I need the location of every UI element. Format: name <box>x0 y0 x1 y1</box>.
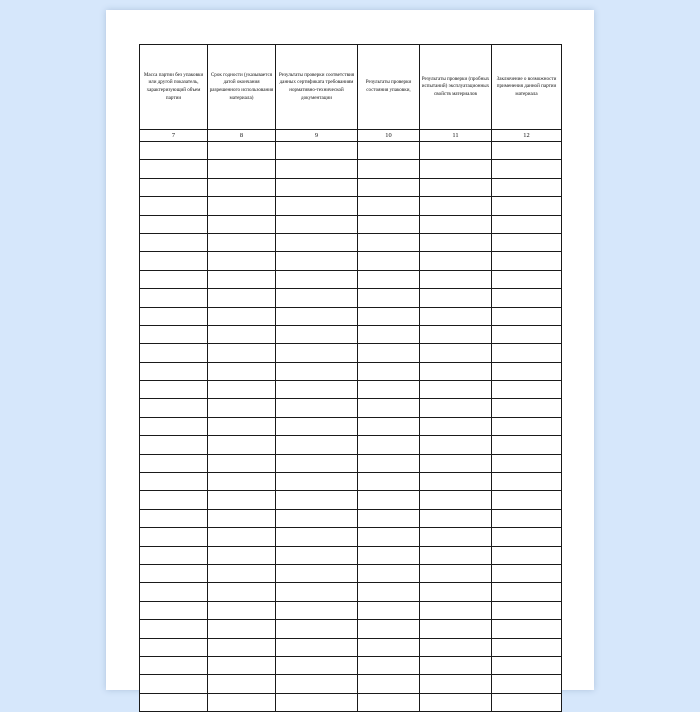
table-cell[interactable] <box>208 142 276 160</box>
table-cell[interactable] <box>140 509 208 527</box>
table-row[interactable] <box>140 270 562 288</box>
table-cell[interactable] <box>492 142 562 160</box>
table-cell[interactable] <box>140 491 208 509</box>
table-cell[interactable] <box>492 344 562 362</box>
document-page <box>106 10 594 690</box>
table-cell[interactable] <box>140 362 208 380</box>
column-number-8: 8 <box>208 130 276 142</box>
table-cell[interactable] <box>492 564 562 582</box>
table-cell[interactable] <box>420 344 492 362</box>
table-row[interactable] <box>140 656 562 674</box>
table-cell[interactable] <box>492 436 562 454</box>
table-row[interactable] <box>140 215 562 233</box>
table-row[interactable] <box>140 564 562 582</box>
table-cell[interactable] <box>208 252 276 270</box>
table-cell[interactable] <box>358 289 420 307</box>
table-cell[interactable] <box>208 417 276 435</box>
table-row[interactable] <box>140 693 562 711</box>
table-cell[interactable] <box>420 362 492 380</box>
table-cell[interactable] <box>208 362 276 380</box>
table-row[interactable] <box>140 160 562 178</box>
table-cell[interactable] <box>208 675 276 693</box>
table-cell[interactable] <box>276 142 358 160</box>
table-cell[interactable] <box>276 601 358 619</box>
table-row[interactable] <box>140 620 562 638</box>
table-cell[interactable] <box>140 215 208 233</box>
table-cell[interactable] <box>420 620 492 638</box>
table-cell[interactable] <box>492 473 562 491</box>
table-cell[interactable] <box>140 178 208 196</box>
table-cell[interactable] <box>420 436 492 454</box>
table-row[interactable] <box>140 252 562 270</box>
table-cell[interactable] <box>492 491 562 509</box>
table-cell[interactable] <box>140 546 208 564</box>
table-cell[interactable] <box>358 601 420 619</box>
table-cell[interactable] <box>140 638 208 656</box>
table-row[interactable] <box>140 233 562 251</box>
table-cell[interactable] <box>358 583 420 601</box>
table-cell[interactable] <box>208 436 276 454</box>
table-cell[interactable] <box>358 160 420 178</box>
table-cell[interactable] <box>208 289 276 307</box>
table-cell[interactable] <box>140 656 208 674</box>
table-cell[interactable] <box>140 473 208 491</box>
table-cell[interactable] <box>420 381 492 399</box>
table-row[interactable] <box>140 399 562 417</box>
table-cell[interactable] <box>140 252 208 270</box>
table-row[interactable] <box>140 473 562 491</box>
table-cell[interactable] <box>276 325 358 343</box>
table-cell[interactable] <box>276 693 358 711</box>
table-cell[interactable] <box>208 564 276 582</box>
table-cell[interactable] <box>358 491 420 509</box>
table-row[interactable] <box>140 142 562 160</box>
table-cell[interactable] <box>208 693 276 711</box>
table-cell[interactable] <box>140 307 208 325</box>
table-cell[interactable] <box>420 307 492 325</box>
table-cell[interactable] <box>358 454 420 472</box>
table-cell[interactable] <box>140 693 208 711</box>
table-cell[interactable] <box>276 307 358 325</box>
table-cell[interactable] <box>492 656 562 674</box>
table-cell[interactable] <box>208 399 276 417</box>
column-header-packaging-check: Результаты проверки состояния упаковки, <box>358 45 420 130</box>
column-header-conclusion: Заключение о возможности применения данной партии материала <box>492 45 562 130</box>
column-header-certificate-check: Результаты проверки соответствия данных сертификата требованиям нормативно-технической документации <box>276 45 358 130</box>
table-cell[interactable] <box>208 491 276 509</box>
table-cell[interactable] <box>140 160 208 178</box>
table-cell[interactable] <box>358 620 420 638</box>
table-cell[interactable] <box>492 509 562 527</box>
table-cell[interactable] <box>492 289 562 307</box>
table-cell[interactable] <box>140 142 208 160</box>
table-cell[interactable] <box>208 601 276 619</box>
column-number-7: 7 <box>140 130 208 142</box>
table-row[interactable] <box>140 454 562 472</box>
table-cell[interactable] <box>140 270 208 288</box>
table-row[interactable] <box>140 197 562 215</box>
table-cell[interactable] <box>492 325 562 343</box>
table-cell[interactable] <box>358 381 420 399</box>
table-cell[interactable] <box>358 215 420 233</box>
table-cell[interactable] <box>420 399 492 417</box>
table-cell[interactable] <box>276 381 358 399</box>
column-header-shelf-life: Срок годности (указывается датой окончания разрешенного использования материала) <box>208 45 276 130</box>
table-cell[interactable] <box>208 381 276 399</box>
table-cell[interactable] <box>208 583 276 601</box>
table-cell[interactable] <box>276 638 358 656</box>
table-cell[interactable] <box>358 399 420 417</box>
table-cell[interactable] <box>140 620 208 638</box>
table-row[interactable] <box>140 344 562 362</box>
table-cell[interactable] <box>420 601 492 619</box>
table-cell[interactable] <box>492 178 562 196</box>
table-cell[interactable] <box>420 197 492 215</box>
table-cell[interactable] <box>420 142 492 160</box>
table-cell[interactable] <box>420 252 492 270</box>
table-cell[interactable] <box>420 233 492 251</box>
table-cell[interactable] <box>358 528 420 546</box>
table-cell[interactable] <box>420 160 492 178</box>
table-cell[interactable] <box>140 601 208 619</box>
table-cell[interactable] <box>492 307 562 325</box>
table-cell[interactable] <box>208 454 276 472</box>
table-cell[interactable] <box>420 564 492 582</box>
table-header <box>140 45 562 142</box>
table-cell[interactable] <box>208 638 276 656</box>
table-cell[interactable] <box>492 528 562 546</box>
table-row[interactable] <box>140 583 562 601</box>
table-cell[interactable] <box>208 197 276 215</box>
table-cell[interactable] <box>208 528 276 546</box>
table-cell[interactable] <box>358 270 420 288</box>
table-cell[interactable] <box>492 675 562 693</box>
table-cell[interactable] <box>208 656 276 674</box>
table-cell[interactable] <box>276 509 358 527</box>
table-cell[interactable] <box>420 215 492 233</box>
table-cell[interactable] <box>276 344 358 362</box>
table-cell[interactable] <box>140 381 208 399</box>
table-row[interactable] <box>140 178 562 196</box>
table-cell[interactable] <box>276 656 358 674</box>
table-cell[interactable] <box>420 270 492 288</box>
table-cell[interactable] <box>358 142 420 160</box>
table-cell[interactable] <box>420 491 492 509</box>
table-cell[interactable] <box>140 417 208 435</box>
table-cell[interactable] <box>140 399 208 417</box>
table-cell[interactable] <box>358 436 420 454</box>
table-cell[interactable] <box>358 344 420 362</box>
table-cell[interactable] <box>208 325 276 343</box>
table-cell[interactable] <box>358 252 420 270</box>
table-cell[interactable] <box>358 675 420 693</box>
table-cell[interactable] <box>358 656 420 674</box>
header-row <box>140 45 562 130</box>
table-row[interactable] <box>140 381 562 399</box>
table-cell[interactable] <box>420 638 492 656</box>
table-cell[interactable] <box>358 693 420 711</box>
table-row[interactable] <box>140 436 562 454</box>
table-cell[interactable] <box>492 362 562 380</box>
table-cell[interactable] <box>492 583 562 601</box>
table-cell[interactable] <box>358 417 420 435</box>
table-cell[interactable] <box>420 546 492 564</box>
table-cell[interactable] <box>140 528 208 546</box>
table-cell[interactable] <box>358 638 420 656</box>
table-cell[interactable] <box>140 344 208 362</box>
column-header-mass: Масса партии без упаковки или другой показатель, характеризующий объем партии <box>140 45 208 130</box>
inspection-log-table <box>139 44 562 712</box>
table-cell[interactable] <box>420 454 492 472</box>
table-cell[interactable] <box>140 675 208 693</box>
table-cell[interactable] <box>276 215 358 233</box>
table-cell[interactable] <box>140 583 208 601</box>
table-row[interactable] <box>140 638 562 656</box>
table-cell[interactable] <box>276 417 358 435</box>
table-cell[interactable] <box>276 583 358 601</box>
table-cell[interactable] <box>276 491 358 509</box>
table-cell[interactable] <box>492 381 562 399</box>
table-cell[interactable] <box>492 454 562 472</box>
table-cell[interactable] <box>420 509 492 527</box>
table-cell[interactable] <box>358 362 420 380</box>
table-cell[interactable] <box>208 215 276 233</box>
table-cell[interactable] <box>358 307 420 325</box>
table-cell[interactable] <box>208 473 276 491</box>
table-cell[interactable] <box>276 528 358 546</box>
table-cell[interactable] <box>492 546 562 564</box>
table-cell[interactable] <box>140 436 208 454</box>
table-cell[interactable] <box>276 546 358 564</box>
table-cell[interactable] <box>276 620 358 638</box>
table-cell[interactable] <box>420 583 492 601</box>
table-cell[interactable] <box>208 620 276 638</box>
table-cell[interactable] <box>208 270 276 288</box>
table-cell[interactable] <box>358 325 420 343</box>
table-cell[interactable] <box>492 252 562 270</box>
table-cell[interactable] <box>276 289 358 307</box>
table-cell[interactable] <box>208 344 276 362</box>
table-cell[interactable] <box>420 289 492 307</box>
table-cell[interactable] <box>276 160 358 178</box>
column-header-performance-tests: Результаты проверки (пробных испытаний) эксплуатационных свойств материалов <box>420 45 492 130</box>
table-row[interactable] <box>140 325 562 343</box>
table-cell[interactable] <box>420 656 492 674</box>
column-number-12: 12 <box>492 130 562 142</box>
table-cell[interactable] <box>208 509 276 527</box>
table-row[interactable] <box>140 307 562 325</box>
table-cell[interactable] <box>208 178 276 196</box>
table-cell[interactable] <box>492 233 562 251</box>
table-cell[interactable] <box>358 564 420 582</box>
table-cell[interactable] <box>420 693 492 711</box>
table-cell[interactable] <box>140 197 208 215</box>
table-cell[interactable] <box>492 399 562 417</box>
table-cell[interactable] <box>492 160 562 178</box>
form-sheet <box>139 44 561 712</box>
table-cell[interactable] <box>208 307 276 325</box>
table-cell[interactable] <box>492 215 562 233</box>
table-cell[interactable] <box>492 270 562 288</box>
table-row[interactable] <box>140 601 562 619</box>
table-cell[interactable] <box>208 160 276 178</box>
table-cell[interactable] <box>276 675 358 693</box>
table-row[interactable] <box>140 417 562 435</box>
table-cell[interactable] <box>420 325 492 343</box>
table-cell[interactable] <box>358 473 420 491</box>
table-cell[interactable] <box>276 233 358 251</box>
column-number-9: 9 <box>276 130 358 142</box>
table-row[interactable] <box>140 491 562 509</box>
table-row[interactable] <box>140 528 562 546</box>
table-cell[interactable] <box>276 564 358 582</box>
table-cell[interactable] <box>140 325 208 343</box>
table-cell[interactable] <box>358 509 420 527</box>
table-row[interactable] <box>140 509 562 527</box>
table-cell[interactable] <box>140 289 208 307</box>
table-cell[interactable] <box>420 417 492 435</box>
table-cell[interactable] <box>492 601 562 619</box>
table-cell[interactable] <box>420 675 492 693</box>
table-cell[interactable] <box>140 454 208 472</box>
column-number-11: 11 <box>420 130 492 142</box>
table-cell[interactable] <box>358 178 420 196</box>
table-cell[interactable] <box>358 197 420 215</box>
table-cell[interactable] <box>492 620 562 638</box>
table-cell[interactable] <box>492 638 562 656</box>
table-cell[interactable] <box>276 473 358 491</box>
table-cell[interactable] <box>420 178 492 196</box>
table-cell[interactable] <box>358 233 420 251</box>
table-row[interactable] <box>140 362 562 380</box>
table-cell[interactable] <box>358 546 420 564</box>
table-cell[interactable] <box>420 528 492 546</box>
table-cell[interactable] <box>276 178 358 196</box>
table-cell[interactable] <box>208 233 276 251</box>
table-cell[interactable] <box>276 436 358 454</box>
table-cell[interactable] <box>276 270 358 288</box>
table-row[interactable] <box>140 289 562 307</box>
table-cell[interactable] <box>276 454 358 472</box>
table-row[interactable] <box>140 546 562 564</box>
table-cell[interactable] <box>208 546 276 564</box>
table-cell[interactable] <box>276 252 358 270</box>
table-cell[interactable] <box>420 473 492 491</box>
column-number-10: 10 <box>358 130 420 142</box>
table-cell[interactable] <box>492 693 562 711</box>
table-cell[interactable] <box>492 417 562 435</box>
table-cell[interactable] <box>276 362 358 380</box>
table-cell[interactable] <box>492 197 562 215</box>
column-number-row <box>140 130 562 142</box>
table-cell[interactable] <box>140 564 208 582</box>
table-body <box>140 142 562 712</box>
table-cell[interactable] <box>276 399 358 417</box>
table-cell[interactable] <box>276 197 358 215</box>
table-cell[interactable] <box>140 233 208 251</box>
table-row[interactable] <box>140 675 562 693</box>
